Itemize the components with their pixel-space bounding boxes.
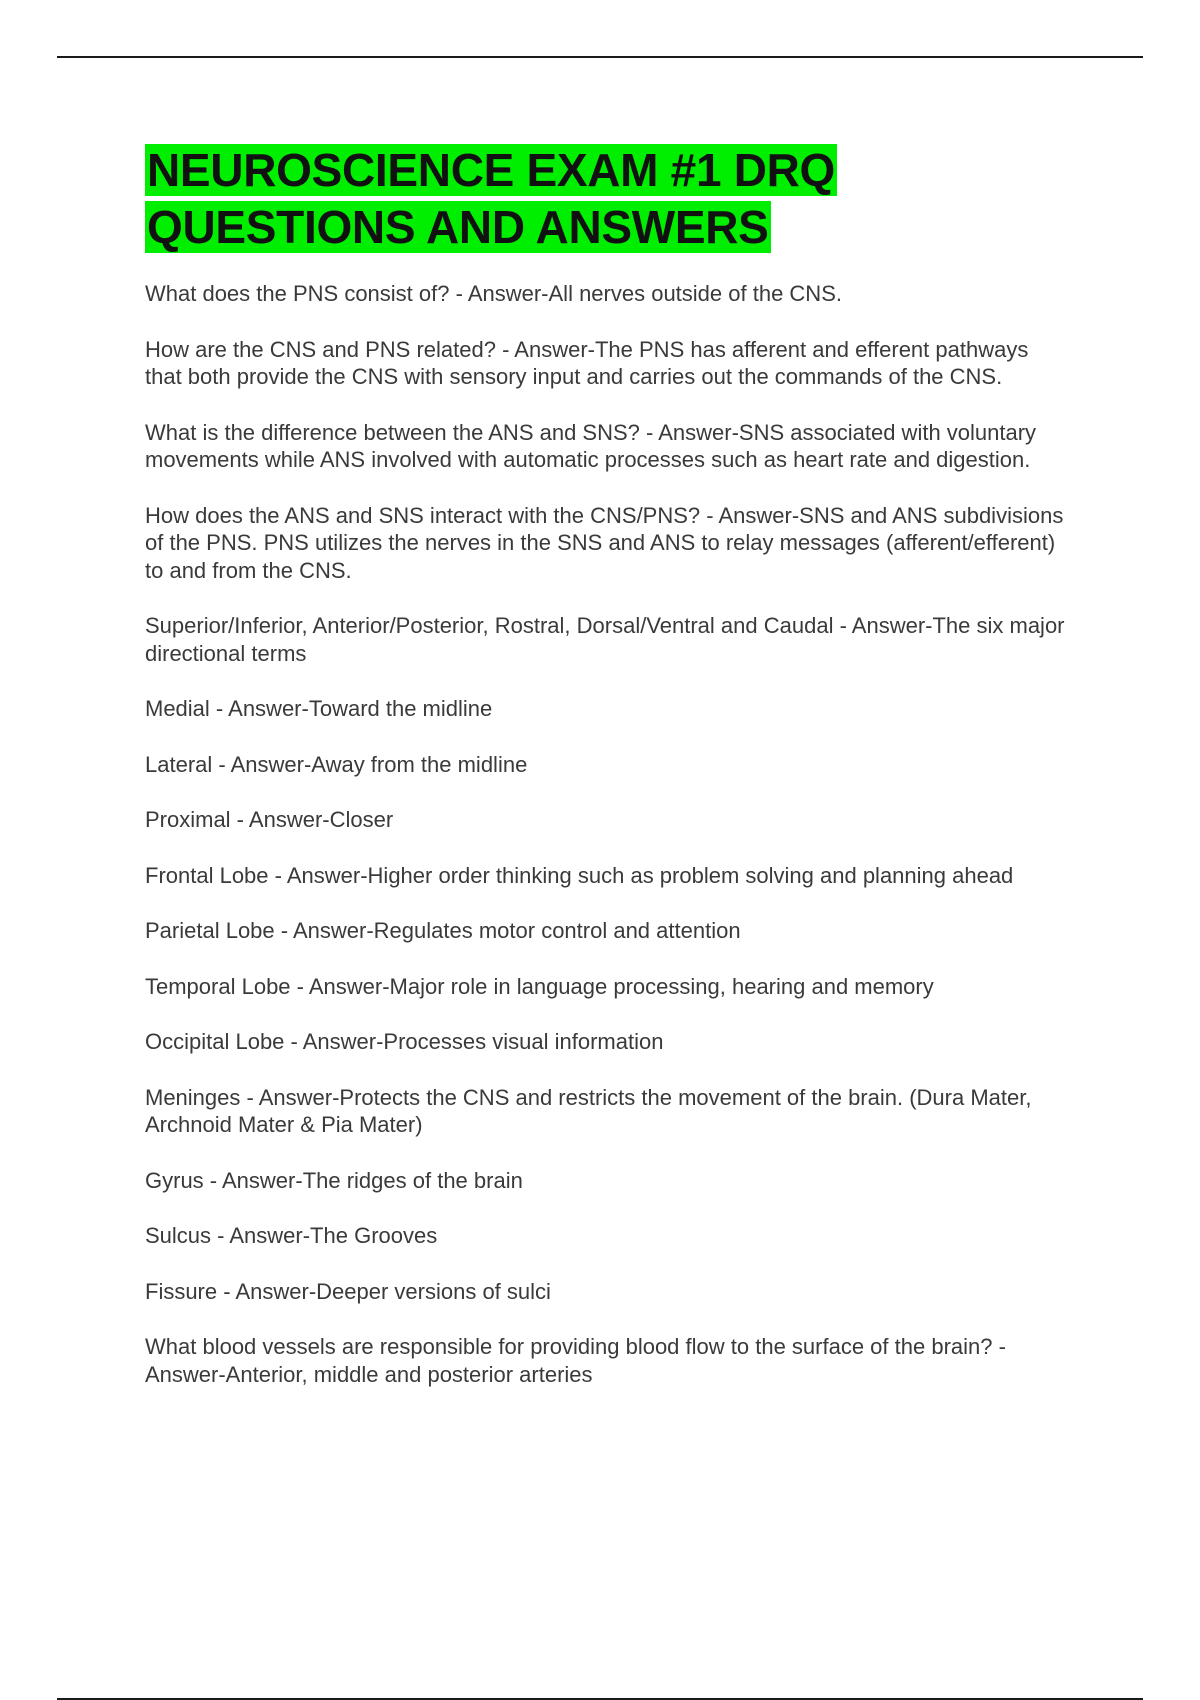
document-body [145, 142, 1065, 1416]
qa-item: Temporal Lobe - Answer-Major role in language processing, hearing and memory [145, 973, 934, 999]
qa-item: Proximal - Answer-Closer [145, 807, 394, 832]
title-line-2: QUESTIONS AND ANSWERS [147, 201, 769, 253]
title-line-1: NEUROSCIENCE EXAM #1 DRQ [147, 144, 836, 196]
qa-item: What does the PNS consist of? - Answer-All nerves outside of the CNS. [145, 281, 842, 306]
document-title [145, 142, 1065, 256]
qa-item: Lateral - Answer-Away from the midline [145, 751, 528, 777]
qa-item: What blood vessels are responsible for providing blood flow to the surface of the brain? - Answer-Anterior, middle and posterior arteries [145, 1334, 1006, 1387]
qa-item: Frontal Lobe - Answer-Higher order thinking such as problem solving and planning ahead [145, 862, 1014, 888]
qa-item: Occipital Lobe - Answer-Processes visual information [145, 1029, 664, 1054]
qa-item: Medial - Answer-Toward the midline [145, 696, 493, 721]
qa-item: Gyrus - Answer-The ridges of the brain [145, 1167, 523, 1193]
qa-item: How does the ANS and SNS interact with the CNS/PNS? - Answer-SNS and ANS subdivisions of the PNS. PNS utilizes the nerves in the SNS and ANS to relay messages (afferent/efferent) to and from the CNS. [145, 502, 1064, 583]
qa-item: Fissure - Answer-Deeper versions of sulci [145, 1278, 551, 1304]
qa-item: Parietal Lobe - Answer-Regulates motor control and attention [145, 918, 741, 943]
top-rule [57, 56, 1143, 58]
qa-item: How are the CNS and PNS related? - Answer-The PNS has afferent and efferent pathways that both provide the CNS with sensory input and carries out the commands of the CNS. [145, 336, 1029, 389]
qa-item: What is the difference between the ANS and SNS? - Answer-SNS associated with voluntary movements while ANS involved with automatic processes such as heart rate and digestion. [145, 419, 1037, 472]
qa-item: Meninges - Answer-Protects the CNS and restricts the movement of the brain. (Dura Mater, Archnoid Mater & Pia Mater) [145, 1084, 1032, 1137]
qa-item: Sulcus - Answer-The Grooves [145, 1223, 438, 1248]
qa-item: Superior/Inferior, Anterior/Posterior, Rostral, Dorsal/Ventral and Caudal - Answer-The six major directional terms [145, 613, 1065, 666]
